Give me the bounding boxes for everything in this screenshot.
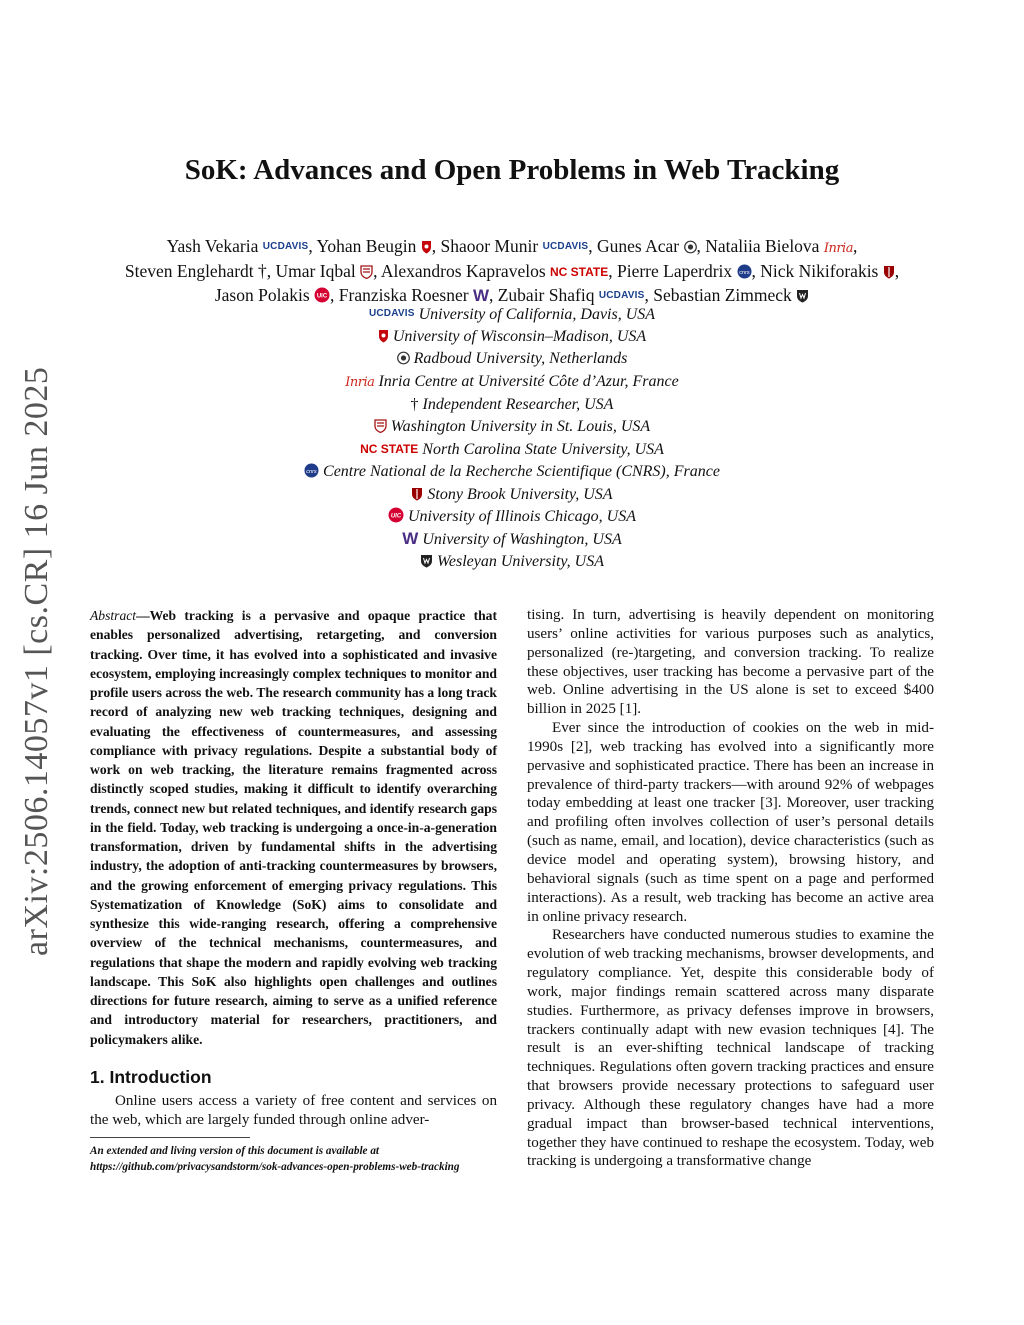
wesleyan-shield-icon (796, 289, 809, 303)
affiliation-text: University of Illinois Chicago, USA (408, 507, 636, 525)
cnrs-logo-icon (304, 463, 319, 478)
affiliation-text: Stony Brook University, USA (427, 485, 613, 503)
body-paragraph: Researchers have conducted numerous studies to examine the evolution of web tracking mechanisms, browser developments, and regulatory compliance. Yet, despite this considerable body of work, major findings remain scattered across many disparate studies. Furthermore, as privacy defenses improve in browsers, trackers continually adapt with new evasion techniques [4]. The result is an ever-shifting technical landscape of tracking techniques. Regulations often govern tracking practices and ensure that browsers provide necessary protections to safeguard user privacy. Although these regulatory changes have had a more gradual impact than browser-based technical interventions, together they have continued to reshape the ecosystem. Today, web tracking is undergoing a transformative change (527, 927, 935, 1170)
abstract-text: —Web tracking is a pervasive and opaque practice that enables personalized advertising, retargeting, and conversion tracking. Over time, it has evolved into a sophisticated and invasive ecosystem, employing increasingly complex techniques to monitor and profile users across the web. The research community has a long track record of analyzing new web tracking techniques, designing and evaluating the effectiveness of countermeasures, and assessing compliance with privacy regulations. Despite a substantial body of work on web tracking, the literature remains fragmented across distinctly scoped studies, making it difficult to identify overarching trends, connect new but related techniques, and identify research gaps in the field. Today, web tracking is undergoing a once-in-a-generation transformation, driven by fundamental shifts in the advertising industry, the adoption of anti-tracking countermeasures by browsers, and the growing enforcement of emerging privacy regulations. This Systematization of Knowledge (SoK) aims to consolidate and synthesize this wide-ranging research, offering a comprehensive overview of the technical mechanisms, countermeasures, and regulations that shape the modern and rapidly evolving web tracking landscape. This SoK also highlights open challenges and outlines directions for future research, aiming to serve as a unified reference and introductory material for researchers, practitioners, and policymakers alike. (90, 608, 497, 1047)
radboud-seal-icon (397, 351, 410, 365)
author-name: Pierre Laperdrix (616, 261, 733, 281)
footnote-divider (90, 1137, 250, 1138)
affiliation-line (140, 394, 884, 416)
inria-logo: Inria (345, 374, 375, 390)
affiliation-line (140, 484, 884, 506)
affiliation-text: University of Wisconsin–Madison, USA (392, 328, 647, 346)
section-heading: 1. Introduction (90, 1066, 212, 1087)
ucdavis-logo: UCDAVIS (598, 290, 645, 301)
inria-logo: Inria (823, 241, 853, 256)
author-name: Steven Englehardt (124, 261, 254, 281)
affiliation-line (140, 506, 884, 528)
affiliation-line (140, 303, 884, 326)
affiliation-text: Centre National de la Recherche Scientifique (CNRS), France (323, 463, 720, 481)
uic-logo-icon (388, 507, 404, 523)
cnrs-logo-icon (737, 264, 752, 279)
author-name: Umar Iqbal (275, 261, 356, 281)
ncstate-logo: NC STATE (360, 442, 419, 457)
independent-dagger-icon: † (258, 261, 267, 281)
affiliation-text: Washington University in St. Louis, USA (390, 418, 651, 436)
author-name: Sebastian Zimmeck (653, 285, 792, 305)
affiliation-line (140, 528, 884, 551)
author-name: Alexandros Kapravelos (380, 261, 546, 281)
affiliation-line (140, 371, 884, 394)
author-name: Nataliia Bielova (705, 236, 820, 256)
ucdavis-logo: UCDAVIS (368, 308, 415, 319)
ncstate-logo: NC STATE (550, 265, 609, 279)
right-column (527, 606, 934, 1171)
affiliation-line (140, 416, 884, 438)
affiliation-text: University of Washington, USA (422, 531, 622, 549)
left-column (90, 606, 497, 1175)
affiliation-line (140, 438, 884, 461)
author-name: Franziska Roesner (338, 285, 469, 305)
affiliation-text: Inria Centre at Université Côte d’Azur, France (378, 372, 679, 390)
uw-logo: W (472, 286, 489, 305)
abstract-lead: Abstract (90, 608, 137, 623)
cnrs-logo-text: cnrs (306, 469, 317, 476)
author-name: Shaoor Munir (440, 236, 539, 256)
wisconsin-shield-icon (378, 329, 389, 343)
affiliation-text: University of California, Davis, USA (418, 306, 656, 323)
affiliation-list (140, 303, 884, 573)
author-name: Yash Vekaria (166, 236, 259, 256)
uw-logo: W (402, 529, 419, 549)
author-name: Yohan Beugin (316, 236, 417, 256)
affiliation-text: Radboud University, Netherlands (413, 350, 628, 368)
author-name: Gunes Acar (596, 236, 680, 256)
affiliation-text: Wesleyan University, USA (437, 553, 604, 571)
paper-title: SoK: Advances and Open Problems in Web Tracking (184, 154, 840, 186)
ucdavis-logo: UCDAVIS (262, 241, 309, 252)
author-name: Nick Nikiforakis (760, 261, 879, 281)
uic-logo-icon (314, 287, 330, 303)
radboud-seal-icon (684, 240, 697, 254)
ucdavis-logo: UCDAVIS (542, 241, 589, 252)
author-list: Yash Vekaria UCDAVIS, Yohan Beugin , Shaoor Munir UCDAVIS, Gunes Acar , Nataliia Bielova Inria, Steven Englehardt †, Umar Iqbal , Alexandros Kapravelos NC STATE, Pierre Laperdrix cnrs , Nick Nikiforakis , Jason Polakis UIC , Franziska Roesner W, Zubair Shafiq UCDAVIS, Sebastian Zimmeck (124, 236, 900, 305)
arxiv-stamp: arXiv:2506.14057v1 [cs.CR] 16 Jun 2025 (18, 366, 55, 956)
independent-dagger-icon: † (410, 395, 419, 413)
wesleyan-shield-icon (420, 554, 433, 568)
affiliation-line (140, 551, 884, 573)
affiliation-text: Independent Researcher, USA (422, 395, 614, 413)
affiliation-line (140, 326, 884, 348)
body-paragraph: tising. In turn, advertising is heavily dependent on monitoring users’ online activities for various purposes such as analytics, personalized (re-)targeting, and conversion tracking. To realize these objectives, user tracking has become a pervasive part of the web. Online advertising in the US alone is set to exceed $400 billion in 2025 [1]. (527, 607, 934, 718)
stony-brook-shield-icon (883, 265, 895, 279)
affiliation-text: North Carolina State University, USA (422, 441, 664, 459)
abstract (90, 606, 497, 1049)
body-paragraph: Ever since the introduction of cookies on the web in mid-1990s [2], web tracking has evolved into a significantly more pervasive and sophisticated practice. There has been an increase in prevalence of third-party trackers—with around 92% of webpages today embedding at least one tracker [3]. Moreover, user tracking and profiling often involves collection of user’s personal details (such as name, email, and location), device characteristics (such as device model and operating system), browsing history, and behavioral signals (such as time spent on a page and performed interactions). As a result, web tracking has become an active area in online privacy research. (527, 720, 934, 925)
footnote: An extended and living version of this document is available at https://github.com/privacysandstorm/sok-advances-open-problems-web-tracking (90, 1145, 460, 1173)
cnrs-logo-text: cnrs (738, 270, 750, 276)
affiliation-line (140, 461, 884, 483)
uic-logo-text: UIC (316, 293, 328, 300)
stony-brook-shield-icon (411, 487, 423, 501)
author-name: Zubair Shafiq (497, 285, 595, 305)
wisconsin-shield-icon (421, 240, 432, 254)
uic-logo-text: UIC (390, 513, 402, 520)
washu-shield-icon (374, 419, 387, 433)
washu-shield-icon (360, 265, 373, 279)
affiliation-line (140, 348, 884, 370)
intro-paragraph: Online users access a variety of free content and services on the web, which are largely funded through online adver- (90, 1092, 497, 1128)
author-name: Jason Polakis (214, 285, 310, 305)
